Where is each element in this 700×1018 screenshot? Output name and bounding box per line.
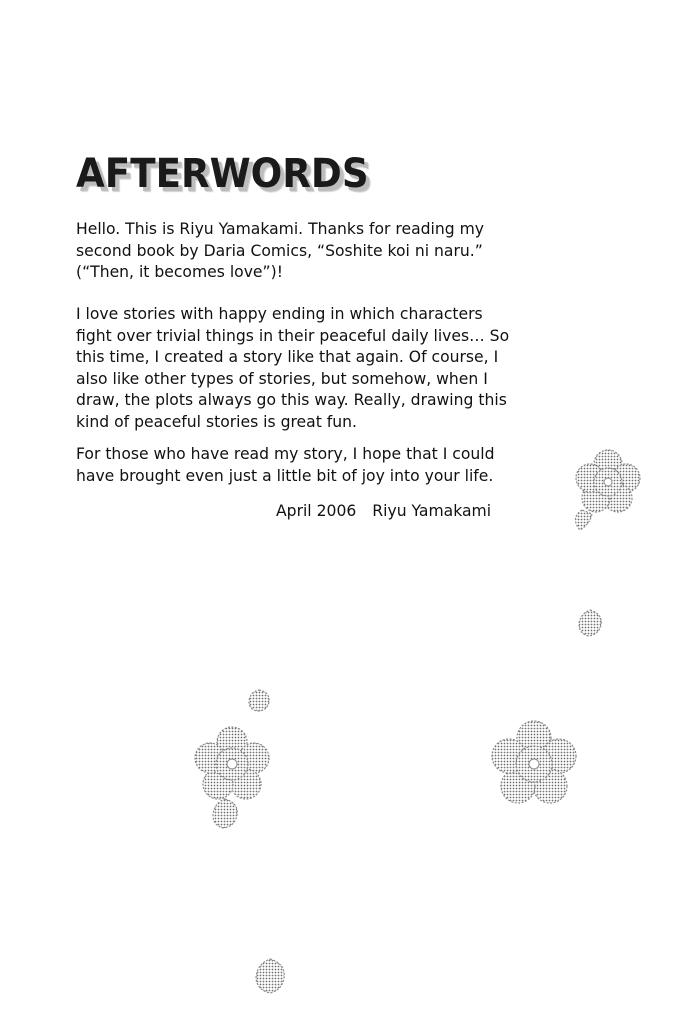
text-line: draw, the plots always go this way. Really, drawing this: [76, 391, 507, 409]
text-line: fight over trivial things in their peaceful daily lives… So: [76, 326, 510, 345]
petal-icon: [246, 688, 272, 714]
paragraph-stories: [76, 304, 536, 433]
flower-icon: [488, 718, 580, 810]
petal-icon: [575, 608, 605, 640]
text-line: second book by Daria Comics, “Soshite koi ni naru.”: [76, 241, 483, 260]
flower-icon: [192, 724, 272, 804]
paragraph-greeting: [76, 219, 536, 284]
text-line: I love stories with happy ending in which characters: [76, 305, 483, 323]
paragraph-closing: [76, 444, 536, 487]
text-line: this time, I created a story like that again. Of course, I: [76, 348, 499, 366]
text-line: Hello. This is Riyu Yamakami. Thanks for reading my: [76, 220, 485, 238]
flower-icon: [568, 440, 648, 532]
text-line: kind of peaceful stories is great fun.: [76, 412, 357, 431]
text-line: also like other types of stories, but somehow, when I: [76, 369, 488, 388]
petal-icon: [208, 796, 242, 832]
signature-date: April 2006: [276, 502, 357, 520]
signature: [276, 501, 491, 523]
petal-icon: [250, 956, 290, 998]
text-line: (“Then, it becomes love”)!: [76, 263, 283, 281]
afterwords-title: AFTERWORDS: [76, 151, 369, 197]
text-line: For those who have read my story, I hope that I could: [76, 445, 495, 463]
text-line: have brought even just a little bit of joy into your life.: [76, 466, 494, 485]
signature-author: Riyu Yamakami: [372, 502, 492, 520]
